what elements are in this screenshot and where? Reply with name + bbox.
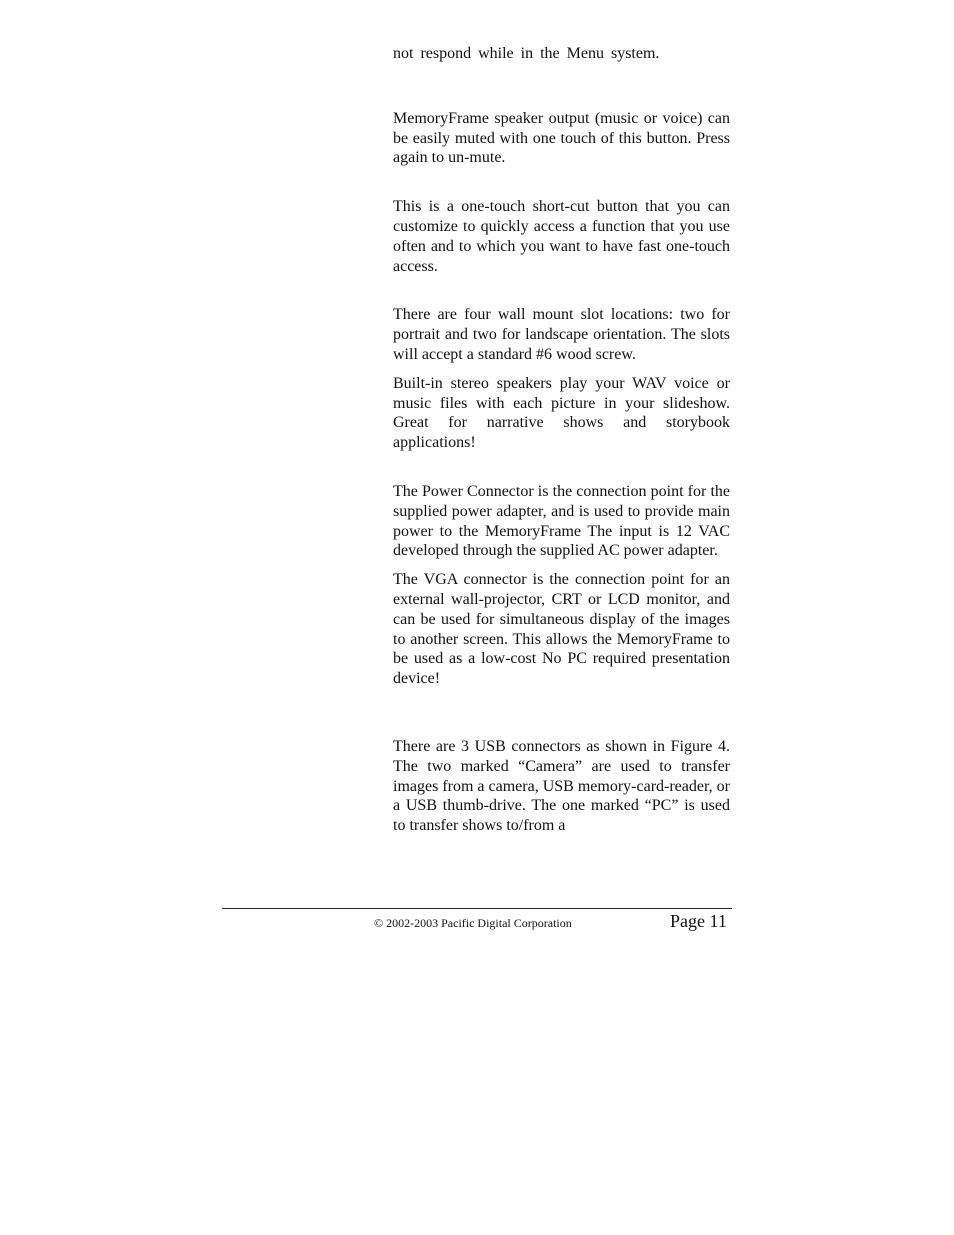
footer-divider <box>222 908 732 909</box>
paragraph-menu-note: not respond while in the Menu system. <box>393 45 660 62</box>
paragraph-vga-connector: The VGA connector is the connection point for an external wall-projector, CRT or LCD monitor, and can be used for simultaneous display of the images to another screen. This allows the MemoryFrame to be used as a low-cost No PC required presentation device! <box>393 571 730 688</box>
paragraph-power-connector: The Power Connector is the connection point for the supplied power adapter, and is used to provide main power to the MemoryFrame The input is 12 VAC developed through the supplied AC power adapter. <box>393 482 730 560</box>
paragraph-mute-button: MemoryFrame speaker output (music or voice) can be easily muted with one touch of this button. Press again to un-mute. <box>393 109 730 167</box>
paragraph-wall-mount: There are four wall mount slot locations: two for portrait and two for landscape orientation. The slots will accept a standard #6 wood screw. <box>393 306 730 363</box>
paragraph-shortcut-button: This is a one-touch short-cut button that you can customize to quickly access a function that you use often and to which you want to have fast one-touch access. <box>393 198 730 275</box>
paragraph-stereo-speakers: Built-in stereo speakers play your WAV voice or music files with each picture in your slideshow. Great for narrative shows and storybook applications! <box>393 374 730 452</box>
paragraph-usb-connectors: There are 3 USB connectors as shown in Figure 4. The two marked “Camera” are used to transfer images from a camera, USB memory-card-reader, or a USB thumb-drive. The one marked “PC” is used to transfer shows to/from a <box>393 737 730 835</box>
page-number: Page 11 <box>670 911 727 931</box>
footer-copyright: © 2002-2003 Pacific Digital Corporation <box>374 916 572 930</box>
body-text-column <box>393 44 730 836</box>
